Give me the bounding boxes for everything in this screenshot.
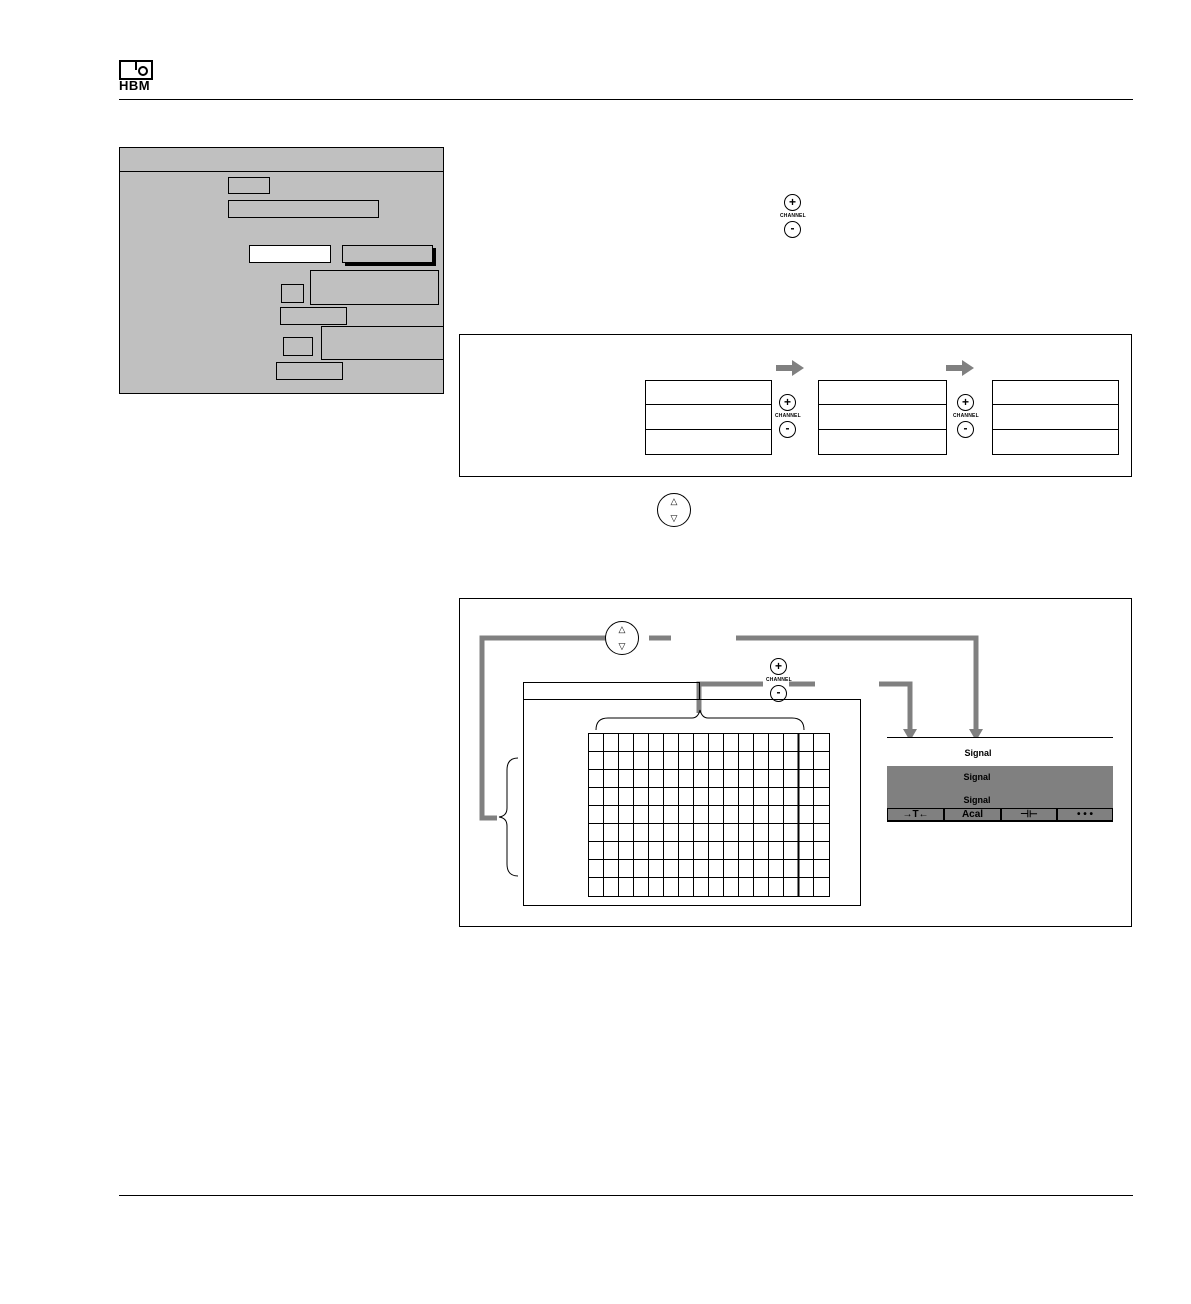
channel-label: CHANNEL bbox=[766, 677, 792, 683]
channel-plus-button[interactable]: + bbox=[957, 394, 974, 411]
channel-minus-button[interactable]: - bbox=[784, 221, 801, 238]
arrow-right-icon bbox=[770, 358, 810, 378]
triangle-down-icon: ▽ bbox=[670, 513, 678, 523]
dialog-field-small-2[interactable] bbox=[283, 337, 313, 356]
channel-plus-button[interactable]: + bbox=[784, 194, 801, 211]
channel-list-cell bbox=[992, 404, 1119, 430]
softkey-tare[interactable]: →T← bbox=[887, 808, 944, 821]
channel-minus-button[interactable]: - bbox=[779, 421, 796, 438]
table-window-title-tab bbox=[523, 682, 700, 700]
channel-label: CHANNEL bbox=[953, 413, 979, 419]
footer-rule bbox=[119, 1195, 1133, 1196]
row-brace-icon bbox=[497, 756, 521, 878]
dialog-field-long[interactable] bbox=[228, 200, 379, 218]
dialog-field-small-1[interactable] bbox=[281, 284, 304, 303]
dialog-titlebar bbox=[120, 148, 443, 172]
channel-list-cell bbox=[992, 429, 1119, 455]
up-down-nav-button[interactable] bbox=[605, 621, 639, 655]
channel-list-cell bbox=[818, 380, 947, 405]
column-brace-icon bbox=[594, 708, 808, 732]
channel-list-cell bbox=[818, 429, 947, 455]
hbm-logo-icon bbox=[119, 60, 153, 80]
channel-plus-button[interactable]: + bbox=[770, 658, 787, 675]
dialog-field-box-1[interactable] bbox=[310, 270, 439, 305]
channel-minus-button[interactable]: - bbox=[957, 421, 974, 438]
softkey-zero[interactable]: ⊣⊢ bbox=[1001, 808, 1057, 821]
display-signal-row-selected bbox=[887, 766, 1113, 808]
triangle-down-icon: ▽ bbox=[618, 641, 626, 651]
signal-label: Signal bbox=[963, 795, 991, 805]
arrow-right-icon bbox=[940, 358, 980, 378]
signal-label: Signal bbox=[964, 748, 992, 758]
dialog-button[interactable] bbox=[342, 245, 433, 263]
dialog-field-mid-2[interactable] bbox=[276, 362, 343, 380]
logo-text: HBM bbox=[119, 78, 151, 93]
up-down-nav-button[interactable] bbox=[657, 493, 691, 527]
header-rule bbox=[119, 99, 1133, 100]
channel-minus-button[interactable]: - bbox=[770, 685, 787, 702]
dialog-input-white[interactable] bbox=[249, 245, 331, 263]
channel-label: CHANNEL bbox=[780, 213, 806, 219]
settings-dialog bbox=[119, 147, 444, 394]
display-signal-row bbox=[887, 738, 1113, 766]
triangle-up-icon: △ bbox=[670, 496, 678, 506]
signal-label: Signal bbox=[963, 772, 991, 782]
channel-list-cell bbox=[645, 380, 772, 405]
channel-list-cell bbox=[645, 429, 772, 455]
measurement-grid bbox=[588, 733, 831, 898]
triangle-up-icon: △ bbox=[618, 624, 626, 634]
channel-label: CHANNEL bbox=[775, 413, 801, 419]
dialog-field-box-2[interactable] bbox=[321, 326, 444, 360]
dialog-field-short[interactable] bbox=[228, 177, 270, 194]
channel-list-cell bbox=[645, 404, 772, 430]
dialog-field-mid-1[interactable] bbox=[280, 307, 347, 325]
softkey-acal[interactable]: Acal bbox=[944, 808, 1001, 821]
channel-list-cell bbox=[992, 380, 1119, 405]
channel-plus-button[interactable]: + bbox=[779, 394, 796, 411]
softkey-more[interactable]: • • • bbox=[1057, 808, 1113, 821]
channel-list-cell bbox=[818, 404, 947, 430]
